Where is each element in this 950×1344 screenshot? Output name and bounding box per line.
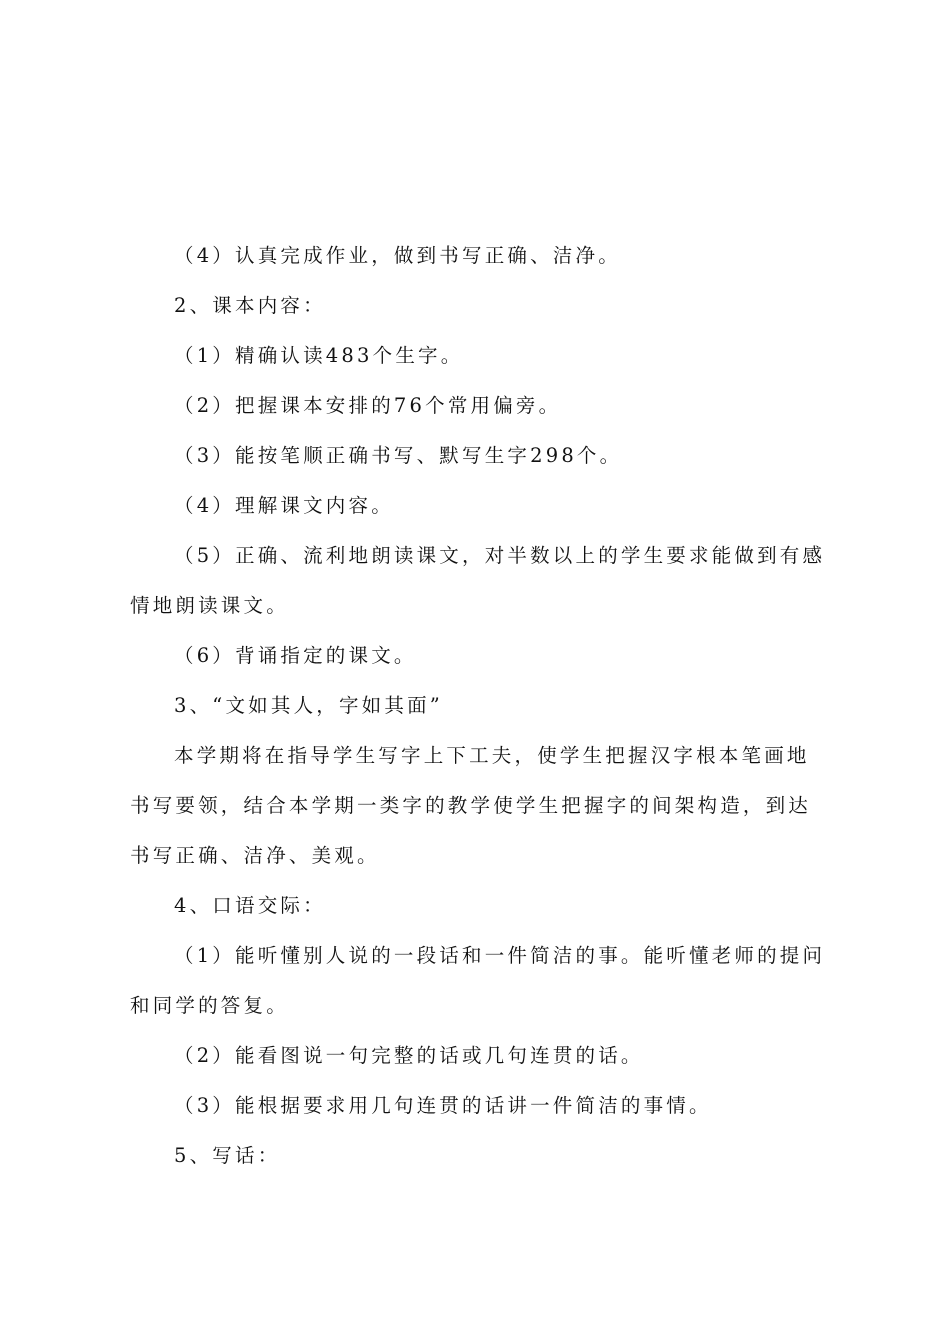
paragraph-picture-talk: （2）能看图说一句完整的话或几句连贯的话。 bbox=[174, 1044, 644, 1067]
paragraph-stroke-order: （3）能按笔顺正确书写、默写生字298个。 bbox=[174, 444, 623, 467]
heading-writing: 5、写话： bbox=[174, 1144, 281, 1167]
heading-textbook-content: 2、课本内容： bbox=[174, 294, 326, 317]
document-body bbox=[130, 231, 830, 1181]
paragraph-writing-plan: 本学期将在指导学生写字上下工夫，使学生把握汉字根本笔画地书写要领，结合本学期一类字的教学使学生把握字的间架构造，到达书写正确、洁净、美观。 bbox=[130, 744, 812, 867]
paragraph-homework: （4）认真完成作业，做到书写正确、洁净。 bbox=[174, 244, 621, 267]
heading-oral-communication: 4、口语交际： bbox=[174, 894, 326, 917]
paragraph-understand-text: （4）理解课文内容。 bbox=[174, 494, 394, 517]
heading-writing-quote: 3、“文如其人，字如其面” bbox=[174, 694, 443, 717]
paragraph-storytelling: （3）能根据要求用几句连贯的话讲一件简洁的事情。 bbox=[174, 1094, 712, 1117]
paragraph-read-characters: （1）精确认读483个生字。 bbox=[174, 344, 464, 367]
paragraph-radicals: （2）把握课本安排的76个常用偏旁。 bbox=[174, 394, 562, 417]
paragraph-read-aloud: （5）正确、流利地朗读课文，对半数以上的学生要求能做到有感情地朗读课文。 bbox=[130, 544, 826, 617]
paragraph-recite: （6）背诵指定的课文。 bbox=[174, 644, 417, 667]
paragraph-listening: （1）能听懂别人说的一段话和一件简洁的事。能听懂老师的提问和同学的答复。 bbox=[130, 944, 826, 1017]
